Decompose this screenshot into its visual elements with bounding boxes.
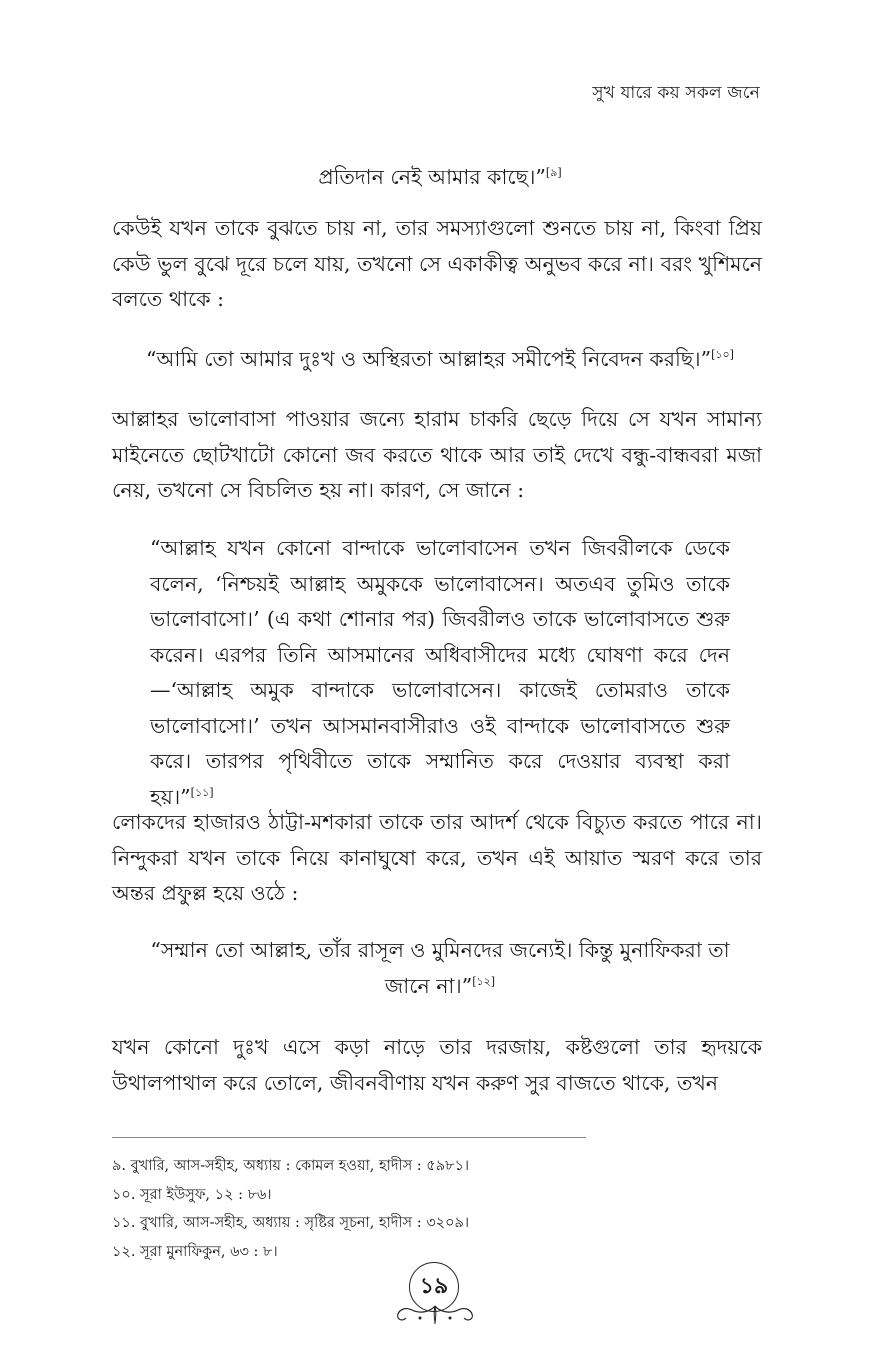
footnote-10: ১০. সূরা ইউসুফ, ১২ : ৮৬। xyxy=(112,1186,272,1203)
footnote-ref-11: [১১] xyxy=(190,785,214,799)
quote-1 xyxy=(130,342,750,378)
paragraph-4: যখন কোনো দুঃখ এসে কড়া নাড়ে তার দরজায়, কষ্টগুলো তার হৃদয়কে উথালপাথাল করে তোলে, জীবনবীণায় যখন করুণ সুর বাজতে থাকে, তখন xyxy=(112,1035,762,1095)
quote-2 xyxy=(150,531,730,815)
footnote-9: ৯. বুখারি, আস-সহীহ, অধ্যায় : কোমল হওয়া, হাদীস : ৫৯৮১। xyxy=(112,1158,470,1174)
footnote-ref-10: [১০] xyxy=(711,348,734,362)
running-header: সুখ যারে কয় সকল জনে xyxy=(592,83,760,103)
footnote-divider xyxy=(112,1137,586,1138)
footnote-ref-12: [১২] xyxy=(472,974,496,988)
quote-3-text: “সম্মান তো আল্লাহ, তাঁর রাসূল ও মুমিনদের জন্যেই। কিন্তু মুনাফিকরা তা জানে না।” xyxy=(150,938,730,998)
quote-ending-line xyxy=(150,160,730,196)
quote-3 xyxy=(150,933,730,1004)
footnote-11: ১১. বুখারি, আস-সহীহ, অধ্যায় : সৃষ্টির সূচনা, হাদীস : ৩২০৯। xyxy=(112,1215,470,1231)
footnotes xyxy=(112,1152,732,1266)
paragraph-2: আল্লাহর ভালোবাসা পাওয়ার জন্যে হারাম চাকরি ছেড়ে দিয়ে সে যখন সামান্য মাইনেতে ছোটখাটো কোনো জব করতে থাকে আর তাই দেখে বন্ধু-বান্ধবরা মজা নেয়, তখনো সে বিচলিত হয় না। কারণ, সে জানে : xyxy=(112,407,762,502)
footnote-12: ১২. সূরা মুনাফিকুন, ৬৩ : ৮। xyxy=(112,1243,278,1260)
footnote-ref-9: [৯] xyxy=(545,166,562,180)
paragraph-3: লোকদের হাজারও ঠাট্টা-মশকারা তাকে তার আদর্শ থেকে বিচ্যুত করতে পারে না। নিন্দুকরা যখন তাকে নিয়ে কানাঘুষো করে, তখন এই আয়াত স্মরণ করে তার অন্তর প্রফুল্ল হয়ে ওঠে : xyxy=(112,810,762,905)
quote-1-text: “আমি তো আমার দুঃখ ও অস্থিরতা আল্লাহর সমীপেই নিবেদন করছি।” xyxy=(146,347,712,371)
page-number: ১৯ xyxy=(409,1262,459,1312)
quote-ending-text: প্রতিদান নেই আমার কাছে।” xyxy=(318,165,546,189)
quote-2-text: “আল্লাহ যখন কোনো বান্দাকে ভালোবাসেন তখন জিবরীলকে ডেকে বলেন, ‘নিশ্চয়ই আল্লাহ অমুককে ভালোবাসেন। অতএব তুমিও তাকে ভালোবাসো।’ (এ কথা শোনার পর) জিবরীলও তাকে ভালোবাসতে শুরু করেন। এরপর তিনি আসমানের অধিবাসীদের মধ্যে ঘোষণা করে দেন—‘আল্লাহ অমুক বান্দাকে ভালোবাসেন। কাজেই তোমরাও তাকে ভালোবাসো।’ তখন আসমানবাসীরাও ওই বান্দাকে ভালোবাসতে শুরু করে। তারপর পৃথিবীতে তাকে সম্মানিত করে দেওয়ার ব্যবস্থা করা হয়।” xyxy=(150,536,730,809)
flourish-ornament-icon xyxy=(390,1300,480,1328)
paragraph-1: কেউই যখন তাকে বুঝতে চায় না, তার সমস্যাগুলো শুনতে চায় না, কিংবা প্রিয় কেউ ভুল বুঝে দূরে চলে যায়, তখনো সে একাকীত্ব অনুভব করে না। বরং খুশিমনে বলতে থাকে : xyxy=(112,216,762,311)
